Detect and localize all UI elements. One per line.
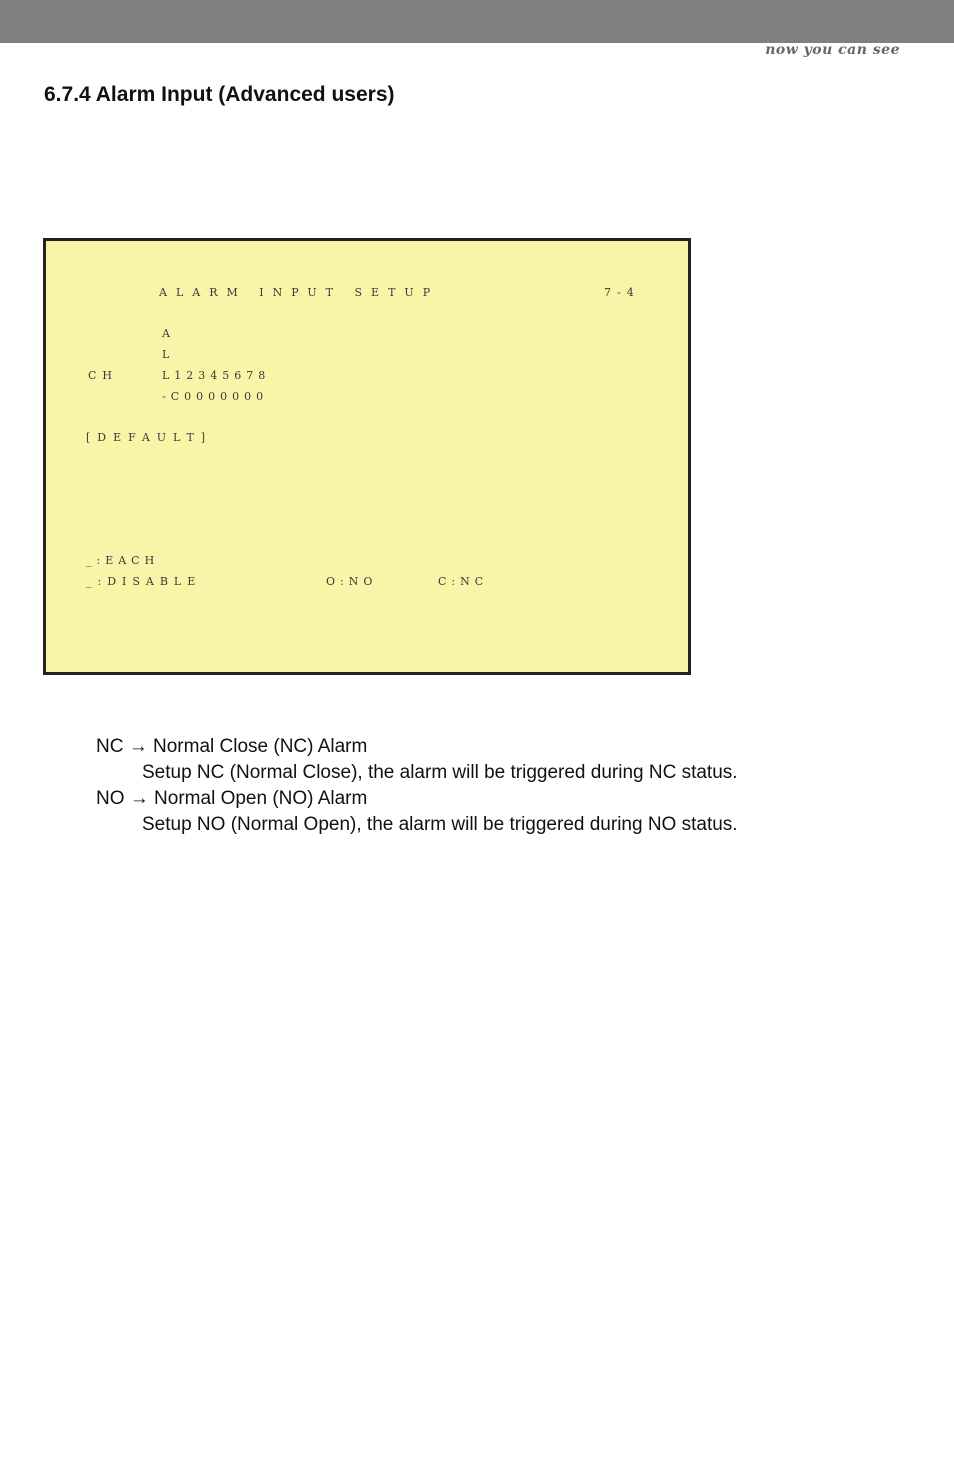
osd-title: ALARM INPUT SETUP (159, 286, 440, 299)
osd-disable-hint: _:DISABLE (86, 575, 202, 588)
osd-no-legend: O:NO (326, 575, 378, 588)
nc-detail: Setup NC (Normal Close), the alarm will be triggered during NC status. (142, 762, 738, 783)
no-detail: Setup NO (Normal Open), the alarm will be triggered during NO status. (142, 814, 738, 835)
osd-default-option[interactable]: [DEFAULT] (86, 431, 213, 444)
osd-al-label-a: A (162, 327, 176, 340)
nc-heading: NC → Normal Close (NC) Alarm (96, 736, 368, 757)
osd-page-number: 7-4 (604, 286, 640, 299)
osd-each-hint: _:EACH (86, 554, 160, 567)
osd-nc-legend: C:NC (438, 575, 489, 588)
brand-tagline: now you can see (765, 42, 900, 58)
no-heading: NO → Normal Open (NO) Alarm (96, 788, 368, 809)
alarm-input-setup-screen (43, 238, 691, 675)
alarm-mode-description (96, 734, 738, 838)
osd-ch-label: CH (88, 369, 119, 382)
section-title: 6.7.4 Alarm Input (Advanced users) (44, 83, 395, 106)
osd-channel-numbers: L12345678 (162, 369, 271, 382)
header-bar (0, 0, 954, 43)
osd-channel-values[interactable]: -C0000000 (162, 390, 269, 403)
osd-al-label-l: L (162, 348, 176, 361)
